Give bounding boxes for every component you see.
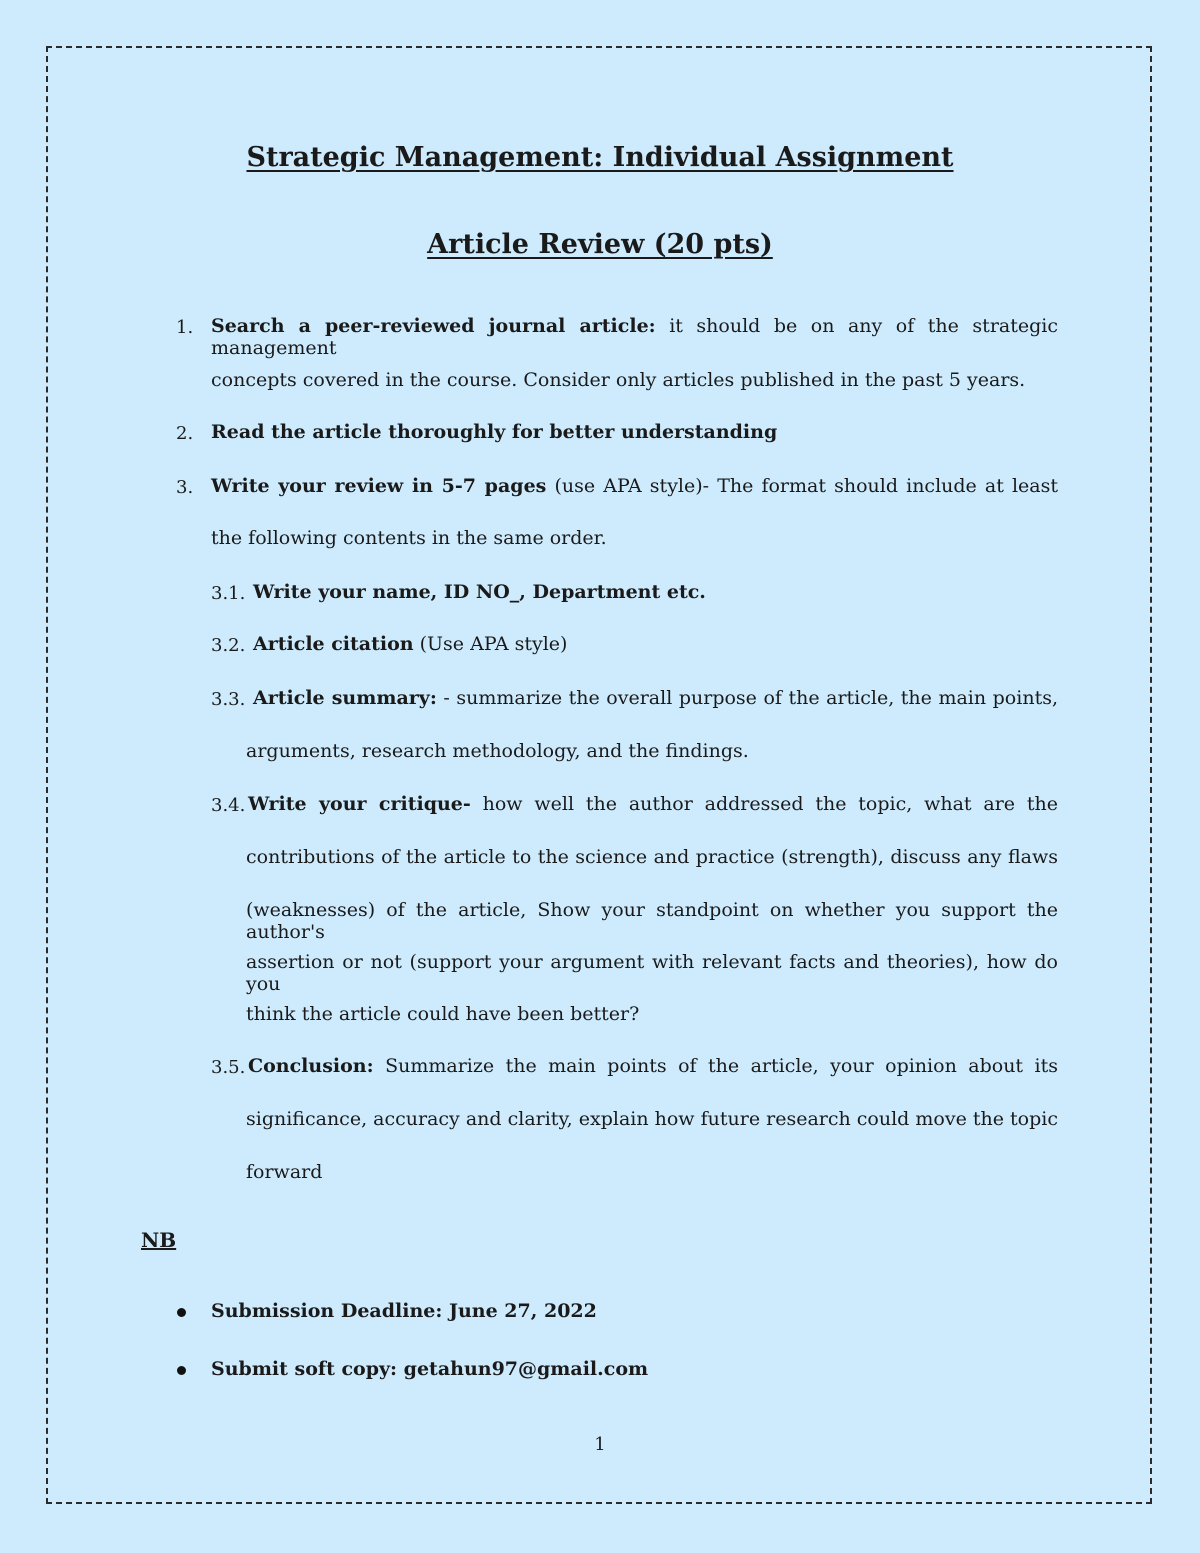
list-number: 1. [176, 317, 194, 338]
list-item-1-text: it should be on any of the strategic management [211, 315, 1058, 359]
list-item-3-text: - The format should include at least [702, 475, 1058, 497]
list-item-3-style-note: (use APA style) [546, 475, 703, 497]
subitem-3-4-text: how well the author addressed the topic, what are the [470, 793, 1058, 815]
submission-deadline: Submission Deadline: June 27, 2022 [211, 1300, 597, 1322]
subitem-3-2-heading: Article citation [253, 633, 414, 655]
sublist-number: 3.1. [211, 583, 246, 604]
list-number: 3. [176, 477, 194, 498]
list-number: 2. [176, 423, 194, 444]
list-item-3-line2: the following contents in the same order. [211, 527, 607, 549]
list-item-3-line1 [211, 475, 1058, 497]
document-title: Strategic Management: Individual Assignment [246, 142, 954, 173]
list-item-3-heading: Write your review in 5-7 pages [211, 475, 547, 497]
subitem-3-2-line [253, 633, 567, 655]
list-item-1-line2: concepts covered in the course. Consider only articles published in the past 5 years. [211, 369, 1026, 391]
subitem-3-5-line1 [248, 1055, 1058, 1077]
subitem-3-5-line3: forward [246, 1161, 323, 1183]
subitem-3-3-line1 [253, 687, 1058, 709]
page-border [46, 46, 1152, 1504]
nb-heading: NB [141, 1228, 177, 1252]
subitem-3-4-line1 [248, 793, 1058, 815]
subitem-3-3-line2: arguments, research methodology, and the findings. [246, 740, 749, 762]
list-item-1-line1 [211, 315, 1058, 359]
list-item-1-heading: Search a peer-reviewed journal article: [211, 315, 656, 337]
subitem-3-3-heading: Article summary: [253, 687, 437, 709]
list-item-2-heading: Read the article thoroughly for better understanding [211, 421, 778, 443]
bullet-icon [177, 1366, 186, 1375]
sublist-number: 3.3. [211, 689, 246, 710]
subitem-3-5-line2: significance, accuracy and clarity, explain how future research could move the topic [246, 1108, 1058, 1130]
subitem-3-1-heading: Write your name, ID NO_, Department etc. [253, 581, 706, 603]
subitem-3-2-text: (Use APA style) [413, 633, 568, 655]
sublist-number: 3.2. [211, 635, 246, 656]
subitem-3-4-heading: Write your critique- [248, 793, 471, 815]
page-number: 1 [594, 1434, 606, 1455]
bullet-icon [177, 1308, 186, 1317]
subitem-3-5-text: Summarize the main points of the article, your opinion about its [373, 1055, 1058, 1077]
subitem-3-4-line2: contributions of the article to the science and practice (strength), discuss any flaws [246, 846, 1058, 868]
subitem-3-4-line5: think the article could have been better? [246, 1003, 640, 1025]
subitem-3-5-heading: Conclusion: [248, 1055, 374, 1077]
subitem-3-4-line4: assertion or not (support your argument with relevant facts and theories), how do you [246, 951, 1058, 995]
sublist-number: 3.5. [211, 1057, 246, 1078]
subitem-3-4-line3: (weaknesses) of the article, Show your standpoint on whether you support the author's [246, 899, 1058, 943]
subitem-3-3-text: - summarize the overall purpose of the article, the main points, [436, 687, 1058, 709]
document-subtitle: Article Review (20 pts) [427, 229, 773, 260]
sublist-number: 3.4. [211, 795, 246, 816]
submission-email: Submit soft copy: getahun97@gmail.com [211, 1358, 649, 1380]
